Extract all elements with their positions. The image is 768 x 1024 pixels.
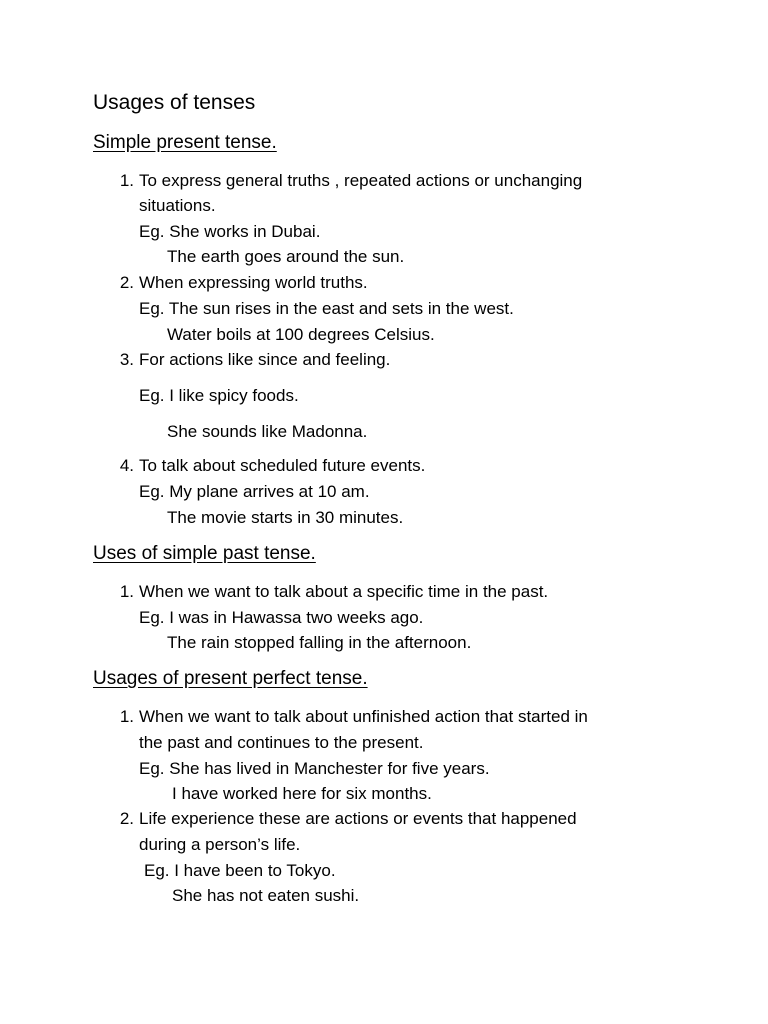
list-item-text: When we want to talk about unfinished action that started in — [139, 707, 588, 726]
list-number: 1. — [119, 171, 134, 190]
example-text: Water boils at 100 degrees Celsius. — [167, 325, 435, 344]
example-text: Eg. She works in Dubai. — [139, 222, 321, 241]
example-text: She has not eaten sushi. — [172, 886, 360, 905]
section-heading-present-perfect: Usages of present perfect tense. — [93, 668, 368, 689]
list-item-text: To talk about scheduled future events. — [139, 456, 426, 475]
list-number: 3. — [119, 350, 134, 369]
example-text: Eg. I like spicy foods. — [139, 386, 299, 405]
list-number: 4. — [119, 456, 134, 475]
list-number: 1. — [119, 582, 134, 601]
list-item-text: When we want to talk about a specific time in the past. — [139, 582, 549, 601]
example-text: She sounds like Madonna. — [167, 422, 368, 441]
list-item-text: When expressing world truths. — [139, 273, 368, 292]
list-number: 1. — [119, 707, 134, 726]
example-text: The rain stopped falling in the afternoon. — [167, 633, 472, 652]
list-item-text: the past and continues to the present. — [139, 733, 424, 752]
section-heading-simple-present: Simple present tense. — [93, 132, 277, 153]
list-number: 2. — [119, 273, 134, 292]
list-item-text: situations. — [139, 196, 216, 215]
list-number: 2. — [119, 809, 134, 828]
section-heading-simple-past: Uses of simple past tense. — [93, 543, 316, 564]
document-title: Usages of tenses — [93, 91, 256, 114]
list-item-text: during a person’s life. — [139, 835, 301, 854]
example-text: The movie starts in 30 minutes. — [167, 508, 404, 527]
list-item-text: To express general truths , repeated actions or unchanging — [139, 171, 583, 190]
example-text: Eg. My plane arrives at 10 am. — [139, 482, 370, 501]
example-text: The earth goes around the sun. — [167, 247, 405, 266]
example-text: I have worked here for six months. — [172, 784, 432, 803]
example-text: Eg. She has lived in Manchester for five years. — [139, 759, 490, 778]
example-text: Eg. I was in Hawassa two weeks ago. — [139, 608, 424, 627]
list-item-text: For actions like since and feeling. — [139, 350, 391, 369]
example-text: Eg. The sun rises in the east and sets in the west. — [139, 299, 514, 318]
example-text: Eg. I have been to Tokyo. — [144, 861, 336, 880]
list-item-text: Life experience these are actions or events that happened — [139, 809, 577, 828]
